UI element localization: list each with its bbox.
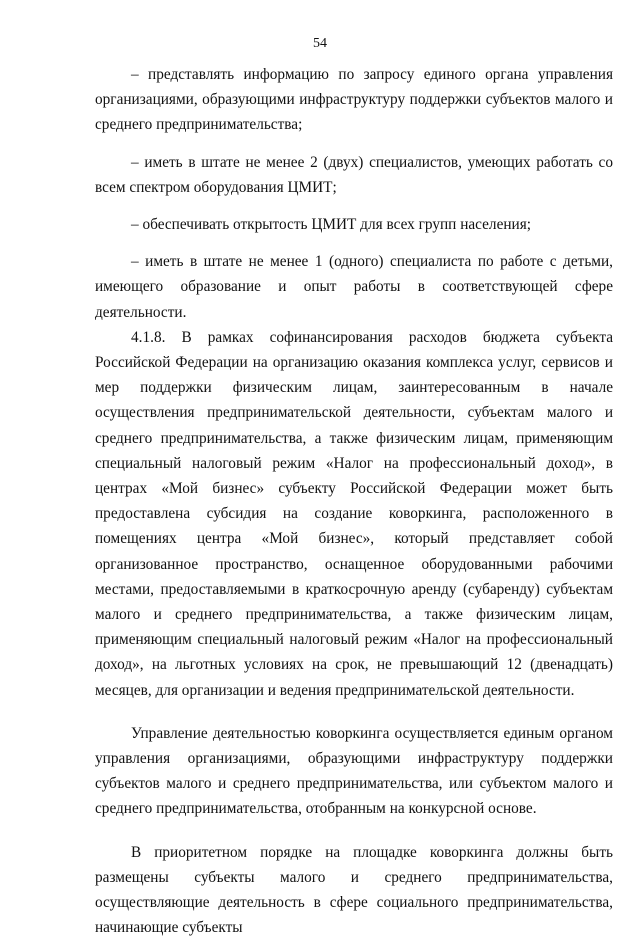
- coworking-priority-paragraph: В приоритетном порядке на площадке коворкинга должны быть размещены субъекты малого и среднего предпринимательства, осуществляющие деятельность в сфере социального предпринимательства, начинающие субъекты: [95, 843, 613, 937]
- document-body: [95, 62, 613, 941]
- list-item-provide-information: – представлять информацию по запросу единого органа управления организациями, образующими инфраструктуру поддержки субъектов малого и среднего предпринимательства;: [95, 66, 613, 134]
- page-number: 54: [313, 36, 327, 51]
- coworking-management-paragraph: Управление деятельностью коворкинга осуществляется единым органом управления организациями, образующими инфраструктуру поддержки субъектов малого и среднего предпринимательства, или субъектом малого и среднего предпринимательства, отобранным на конкурсной основе.: [95, 724, 613, 818]
- list-item-children-specialist: – иметь в штате не менее 1 (одного) специалиста по работе с детьми, имеющего образование и опыт работы в соответствующей сфере деятельности.: [95, 253, 613, 321]
- list-item-staff-specialists: – иметь в штате не менее 2 (двух) специалистов, умеющих работать со всем спектром оборудования ЦМИТ;: [95, 153, 613, 196]
- section-4-1-8-paragraph: 4.1.8. В рамках софинансирования расходов бюджета субъекта Российской Федерации на организацию оказания комплекса услуг, сервисов и мер поддержки физическим лицам, заинтересованным в начале осуществления предпринимательской деятельности, субъектам малого и среднего предпринимательства, а также физическим лицам, применяющим специальный налоговый режим «Налог на профессиональный доход», в центрах «Мой бизнес» субъекту Российской Федерации может быть предоставлена субсидия на создание коворкинга, расположенного в помещениях центра «Мой бизнес», который представляет собой организованное пространство, оснащенное оборудованными рабочими местами, предоставляемыми в краткосрочную аренду (субаренду) субъектам малого и среднего предпринимательства, а также физическим лицам, применяющим специальный налоговый режим «Налог на профессиональный доход», на льготных условиях на срок, не превышающий 12 (двенадцать) месяцев, для организации и ведения предпринимательской деятельности.: [95, 328, 613, 699]
- list-item-openness: – обеспечивать открытость ЦМИТ для всех групп населения;: [131, 216, 532, 234]
